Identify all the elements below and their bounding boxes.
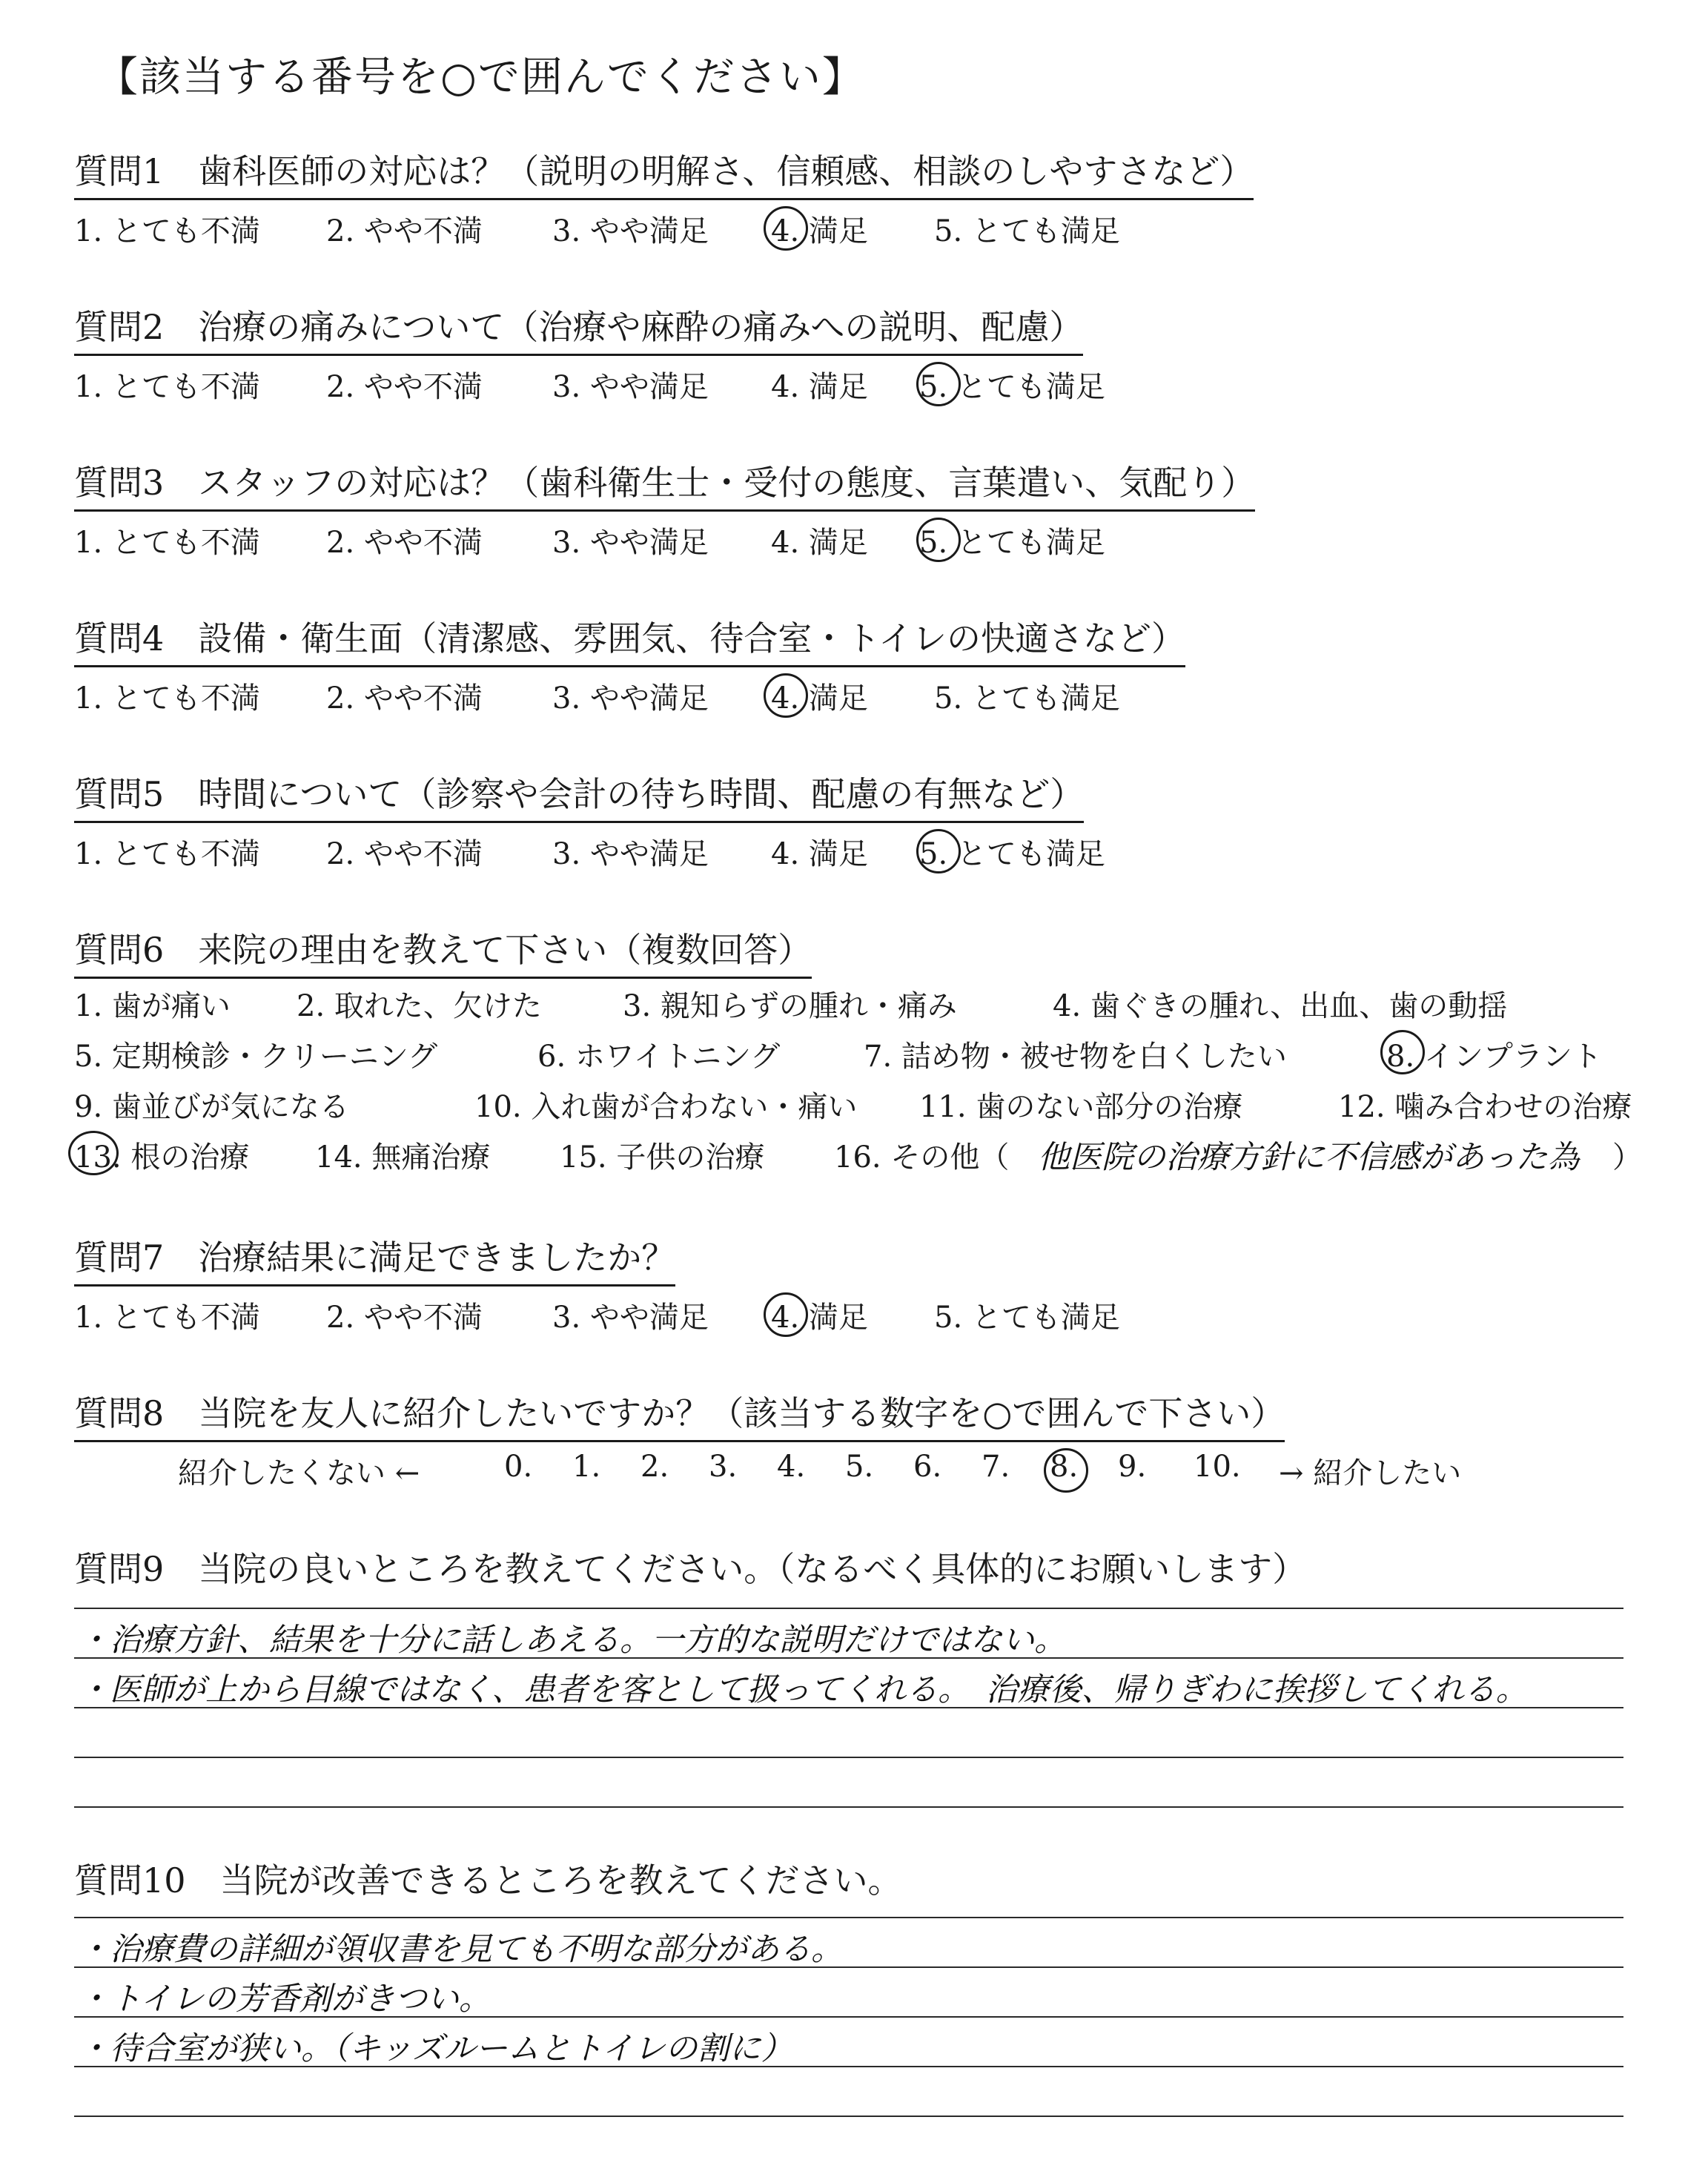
q3-selection-circle [916, 518, 961, 562]
q7-option-4[interactable]: 4. 満足 [771, 1301, 868, 1335]
q9-line-5 [74, 1806, 1623, 1808]
question-6-title: 質問6 来院の理由を教えて下さい（複数回答） [74, 923, 812, 979]
q10-answer-1: ・治療費の詳細が領収書を見ても不明な部分がある。 [78, 1931, 843, 1968]
question-6-options [0, 982, 1708, 1220]
question-1-options [0, 208, 1708, 252]
q6-option-9[interactable]: 9. 歯並びが気になる [74, 1090, 349, 1124]
question-3-title: 質問3 スタッフの対応は？（歯科衛生士・受付の態度、言葉遣い、気配り） [74, 456, 1255, 512]
q10-line-5 [74, 2116, 1623, 2117]
q7-option-1[interactable]: 1. とても不満 [74, 1301, 260, 1335]
q1-selection-circle [764, 206, 808, 251]
q6-option-15[interactable]: 15. 子供の治療 [560, 1140, 765, 1175]
q10-answer-2: ・トイレの芳香剤がきつい。 [78, 1981, 491, 2018]
question-2-title: 質問2 治療の痛みについて（治療や麻酔の痛みへの説明、配慮） [74, 300, 1083, 356]
q4-option-5[interactable]: 5. とても満足 [934, 681, 1120, 716]
question-9-title: 質問9 当院の良いところを教えてください。（なるべく具体的にお願いします） [74, 1549, 1307, 1589]
q6-option-10[interactable]: 10. 入れ歯が合わない・痛い [474, 1090, 858, 1124]
q4-option-2[interactable]: 2. やや不満 [326, 681, 483, 716]
question-4-options [0, 675, 1708, 719]
q8-num-2[interactable]: 2. [640, 1450, 669, 1484]
q8-num-8[interactable]: 8. [1050, 1450, 1079, 1484]
q8-num-5[interactable]: 5. [845, 1450, 874, 1484]
q3-option-5[interactable]: 5. とても満足 [919, 526, 1105, 560]
q9-line-1 [74, 1608, 1623, 1609]
page-title: 【該当する番号を○で囲んでください】 [96, 53, 865, 102]
q2-option-4[interactable]: 4. 満足 [771, 370, 868, 404]
q5-option-5[interactable]: 5. とても満足 [919, 837, 1105, 871]
q6-other-handwritten: 他医院の治療方針に不信感があった為 [1038, 1139, 1580, 1176]
q2-option-1[interactable]: 1. とても不満 [74, 370, 260, 404]
question-7-title: 質問7 治療結果に満足できましたか？ [74, 1231, 675, 1287]
q3-option-4[interactable]: 4. 満足 [771, 526, 868, 560]
question-10-title: 質問10 当院が改善できるところを教えてください。 [74, 1860, 902, 1900]
question-7-options [0, 1294, 1708, 1338]
q6-option-6[interactable]: 6. ホワイトニング [537, 1040, 781, 1074]
q4-option-3[interactable]: 3. やや満足 [552, 681, 709, 716]
question-4-title: 質問4 設備・衛生面（清潔感、雰囲気、待合室・トイレの快適さなど） [74, 612, 1185, 667]
q8-right-label: → 紹介したい [1279, 1456, 1462, 1490]
q6-option-11[interactable]: 11. 歯のない部分の治療 [919, 1090, 1243, 1124]
q8-num-9[interactable]: 9. [1118, 1450, 1147, 1484]
q8-num-0[interactable]: 0. [504, 1450, 533, 1484]
q3-option-1[interactable]: 1. とても不満 [74, 526, 260, 560]
q8-num-1[interactable]: 1. [572, 1450, 601, 1484]
q6-option-16[interactable]: 16. その他（ [834, 1140, 1010, 1175]
question-5-title: 質問5 時間について（診察や会計の待ち時間、配慮の有無など） [74, 767, 1084, 823]
q5-selection-circle [916, 829, 961, 873]
q6-option-8[interactable]: 8. インプラント [1386, 1040, 1602, 1074]
q2-option-5[interactable]: 5. とても満足 [919, 370, 1105, 404]
question-2-options [0, 363, 1708, 408]
q1-option-5[interactable]: 5. とても満足 [934, 214, 1120, 248]
q6-option-3[interactable]: 3. 親知らずの腫れ・痛み [623, 989, 957, 1023]
q6-option-4[interactable]: 4. 歯ぐきの腫れ、出血、歯の動揺 [1053, 989, 1508, 1023]
q5-option-2[interactable]: 2. やや不満 [326, 837, 483, 871]
q5-option-3[interactable]: 3. やや満足 [552, 837, 709, 871]
q4-option-4[interactable]: 4. 満足 [771, 681, 868, 716]
q1-option-4[interactable]: 4. 満足 [771, 214, 868, 248]
q2-selection-circle [916, 362, 961, 406]
q9-answer-2: ・医師が上から目線ではなく、患者を客として扱ってくれる。 治療後、帰りぎわに挨拶してくれる。 [78, 1671, 1528, 1708]
q10-answer-3: ・待合室が狭い。（キッズルームとトイレの割に） [78, 2030, 793, 2067]
q3-option-3[interactable]: 3. やや満足 [552, 526, 709, 560]
question-5-options [0, 830, 1708, 875]
q8-num-3[interactable]: 3. [709, 1450, 738, 1484]
q1-option-2[interactable]: 2. やや不満 [326, 214, 483, 248]
q9-line-4 [74, 1757, 1623, 1758]
q6-option-7[interactable]: 7. 詰め物・被せ物を白くしたい [864, 1040, 1287, 1074]
question-1-title: 質問1 歯科医師の対応は？（説明の明解さ、信頼感、相談のしやすさなど） [74, 145, 1254, 200]
q8-left-label: 紹介したくない ← [178, 1456, 420, 1490]
q6-option-14[interactable]: 14. 無痛治療 [315, 1140, 491, 1175]
q4-option-1[interactable]: 1. とても不満 [74, 681, 260, 716]
q8-num-6[interactable]: 6. [913, 1450, 942, 1484]
question-3-options [0, 519, 1708, 564]
q1-option-3[interactable]: 3. やや満足 [552, 214, 709, 248]
q6-option-2[interactable]: 2. 取れた、欠けた [297, 989, 542, 1023]
q7-selection-circle [764, 1292, 808, 1337]
q8-num-4[interactable]: 4. [777, 1450, 806, 1484]
q8-selection-circle [1044, 1448, 1088, 1493]
q7-option-3[interactable]: 3. やや満足 [552, 1301, 709, 1335]
q5-option-1[interactable]: 1. とても不満 [74, 837, 260, 871]
q6-option-5[interactable]: 5. 定期検診・クリーニング [74, 1040, 438, 1074]
q8-num-10[interactable]: 10. [1194, 1450, 1241, 1484]
q6-option-12[interactable]: 12. 噛み合わせの治療 [1338, 1090, 1632, 1124]
q10-line-1 [74, 1917, 1623, 1918]
q2-option-2[interactable]: 2. やや不満 [326, 370, 483, 404]
q1-option-1[interactable]: 1. とても不満 [74, 214, 260, 248]
q4-selection-circle [764, 673, 808, 718]
question-8-scale [0, 1450, 1708, 1494]
q3-option-2[interactable]: 2. やや不満 [326, 526, 483, 560]
q6-other-close-paren: ） [1612, 1140, 1642, 1175]
q9-answer-1: ・治療方針、結果を十分に話しあえる。一方的な説明だけではない。 [78, 1622, 1066, 1659]
question-8-title: 質問8 当院を友人に紹介したいですか？（該当する数字を○で囲んで下さい） [74, 1387, 1285, 1442]
q7-option-2[interactable]: 2. やや不満 [326, 1301, 483, 1335]
q6-selection-circle-8 [1380, 1030, 1425, 1074]
q7-option-5[interactable]: 5. とても満足 [934, 1301, 1120, 1335]
q5-option-4[interactable]: 4. 満足 [771, 837, 868, 871]
q6-selection-circle-13 [68, 1131, 119, 1175]
q8-num-7[interactable]: 7. [982, 1450, 1010, 1484]
q2-option-3[interactable]: 3. やや満足 [552, 370, 709, 404]
q6-option-1[interactable]: 1. 歯が痛い [74, 989, 231, 1023]
q6-option-13[interactable]: 13. 根の治療 [74, 1140, 250, 1175]
